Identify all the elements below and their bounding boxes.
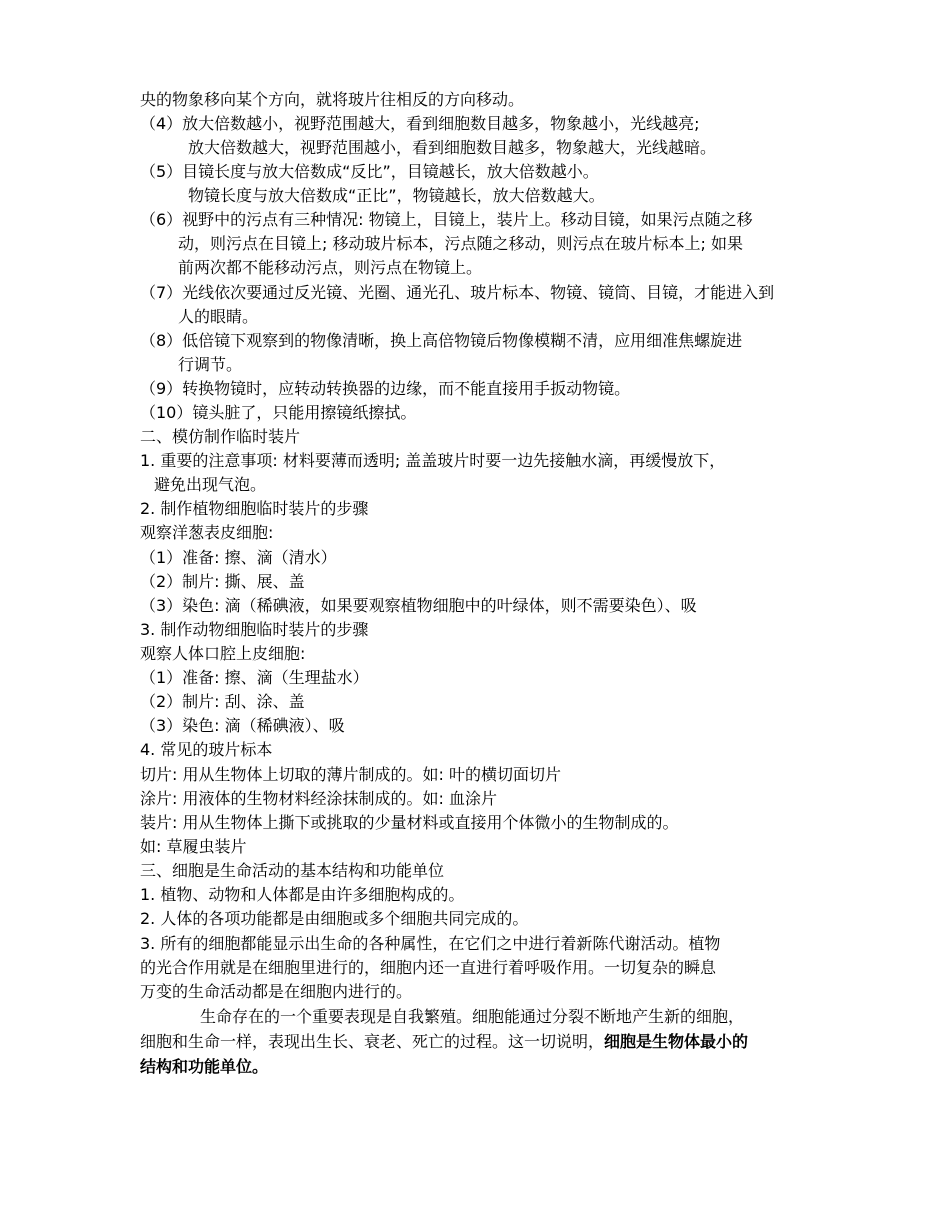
text-line: 生命存在的一个重要表现是自我繁殖。细胞能通过分裂不断地产生新的细胞， — [200, 1007, 745, 1026]
text-line: （1）准备: 擦、滴（生理盐水） — [140, 668, 369, 687]
text-line: 人的眼睛。 — [178, 307, 259, 326]
text-line: 放大倍数越大，视野范围越小，看到细胞数目越多，物象越大，光线越暗。 — [188, 138, 717, 157]
text-line: 2. 人体的各项功能都是由细胞或多个细胞共同完成的。 — [140, 909, 529, 928]
text-line: 3. 所有的细胞都能显示出生命的各种属性，在它们之中进行着新陈代谢活动。植物 — [140, 934, 721, 953]
text-line: 1. 植物、动物和人体都是由许多细胞构成的。 — [140, 885, 465, 904]
section-heading: 三、细胞是生命活动的基本结构和功能单位 — [140, 861, 445, 880]
text-line: 前两次都不能移动污点，则污点在物镜上。 — [178, 258, 483, 277]
text-line: 1. 重要的注意事项: 材料要薄而透明; 盖盖玻片时要一边先接触水滴，再缓慢放下， — [140, 451, 726, 470]
text-line: （5）目镜长度与放大倍数成“反比”，目镜越长，放大倍数越小。 — [140, 162, 599, 181]
text-line: （4）放大倍数越小，视野范围越大，看到细胞数目越多，物象越小，光线越亮; — [140, 114, 700, 133]
text-line: 观察洋葱表皮细胞: — [140, 523, 274, 542]
section-heading: 二、模仿制作临时装片 — [140, 427, 301, 446]
text-line: （1）准备: 擦、滴（清水） — [140, 548, 337, 567]
text-line: （2）制片: 撕、展、盖 — [140, 572, 305, 591]
subsection-heading: 4. 常见的玻片标本 — [140, 740, 273, 759]
subsection-heading: 3. 制作动物细胞临时装片的步骤 — [140, 620, 369, 639]
text-line: （3）染色: 滴（稀碘液，如果要观察植物细胞中的叶绿体，则不需要染色）、吸 — [140, 596, 697, 615]
text-line: 动，则污点在目镜上; 移动玻片标本，污点随之移动，则污点在玻片标本上; 如果 — [178, 234, 743, 253]
text-line: （7）光线依次要通过反光镜、光圈、通光孔、玻片标本、物镜、镜筒、目镜，才能进入到 — [140, 283, 775, 302]
bold-conclusion: 细胞是生物体最小的 — [604, 1032, 749, 1051]
text-line: （9）转换物镜时，应转动转换器的边缘，而不能直接用手扳动物镜。 — [140, 379, 631, 398]
text-line: 物镜长度与放大倍数成“正比”，物镜越长，放大倍数越大。 — [188, 186, 605, 205]
text-line: （8）低倍镜下观察到的物像清晰，换上高倍物镜后物像模糊不清，应用细准焦螺旋进 — [140, 331, 743, 350]
text-line: 装片: 用从生物体上撕下或挑取的少量材料或直接用个体微小的生物制成的。 — [140, 813, 679, 832]
bold-conclusion: 结构和功能单位。 — [140, 1057, 269, 1076]
text-line: （10）镜头脏了，只能用擦镜纸擦拭。 — [140, 403, 417, 422]
text-line — [140, 1030, 748, 1054]
text-line: 涂片: 用液体的生物材料经涂抹制成的。如: 血涂片 — [140, 789, 497, 808]
text-line: （3）染色: 滴（稀碘液）、吸 — [140, 716, 345, 735]
text-span: 细胞和生命一样，表现出生长、衰老、死亡的过程。这一切说明， — [140, 1032, 605, 1051]
text-line: 观察人体口腔上皮细胞: — [140, 644, 306, 663]
text-line: 避免出现气泡。 — [154, 475, 267, 494]
text-line: 行调节。 — [178, 355, 243, 374]
text-line: 的光合作用就是在细胞里进行的，细胞内还一直进行着呼吸作用。一切复杂的瞬息 — [140, 958, 717, 977]
text-line: 切片: 用从生物体上切取的薄片制成的。如: 叶的横切面切片 — [140, 765, 561, 784]
text-line: 如: 草履虫装片 — [140, 837, 247, 856]
subsection-heading: 2. 制作植物细胞临时装片的步骤 — [140, 499, 369, 518]
text-line: （2）制片: 刮、涂、盖 — [140, 692, 305, 711]
text-line: 万变的生命活动都是在细胞内进行的。 — [140, 982, 413, 1001]
text-line: 央的物象移向某个方向，就将玻片往相反的方向移动。 — [140, 90, 525, 109]
text-line: （6）视野中的污点有三种情况: 物镜上，目镜上，装片上。移动目镜，如果污点随之移 — [140, 210, 753, 229]
